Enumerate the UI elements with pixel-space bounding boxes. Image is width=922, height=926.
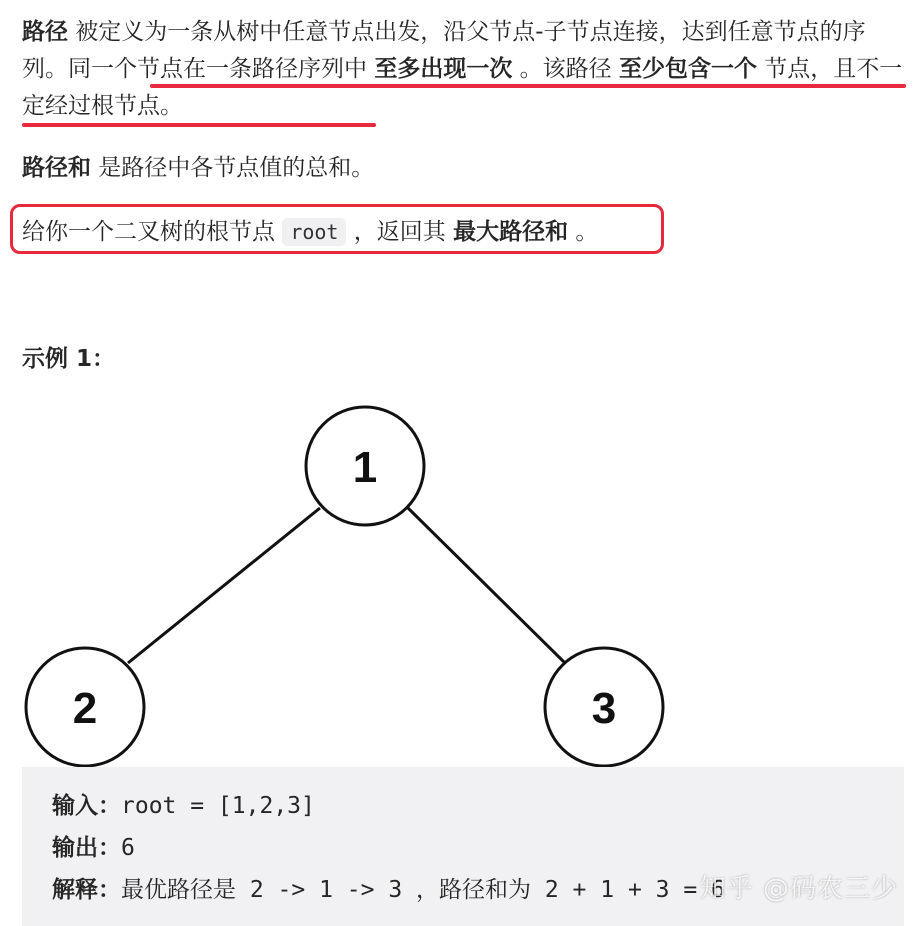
zhihu-watermark: 知乎 @码农三少	[699, 874, 898, 904]
bold-at-least-one: 至少包含一个	[618, 56, 757, 82]
task-text-3: 。	[568, 219, 599, 245]
inline-code-root: root	[282, 218, 346, 246]
input-value: root = [1,2,3]	[121, 793, 315, 819]
task-paragraph	[22, 214, 906, 251]
definition-paragraph	[22, 14, 906, 125]
edge-root-left	[128, 508, 320, 663]
output-value: 6	[121, 835, 135, 861]
task-text-1: 给你一个二叉树的根节点	[22, 219, 283, 245]
example-heading: 示例 1：	[22, 346, 116, 372]
explain-value: 最优路径是 2 -> 1 -> 3 ，路径和为 2 + 1 + 3 = 6	[121, 877, 725, 903]
edge-root-right	[408, 508, 565, 663]
explain-label: 解释：	[52, 877, 121, 903]
red-underline-1	[150, 84, 906, 88]
tree-node-root-label: 1	[352, 443, 378, 492]
output-label: 输出：	[52, 835, 121, 861]
tree-node-right-label: 3	[591, 684, 617, 733]
bold-max-path-sum: 最大路径和	[453, 219, 569, 245]
path-sum-text: 是路径中各节点值的总和。	[91, 155, 375, 181]
input-label: 输入：	[52, 793, 121, 819]
rule-text-2: 。该路径	[512, 56, 619, 82]
example-output-line	[52, 831, 135, 865]
example-explain-line	[52, 873, 725, 907]
tree-node-left-label: 2	[72, 684, 98, 733]
red-underline-2	[22, 123, 376, 127]
term-path-sum: 路径和	[22, 155, 91, 181]
path-sum-paragraph	[22, 150, 906, 187]
tree-node-root	[306, 407, 424, 525]
rule-text-3: 节点，且不一定经过根节点。	[22, 56, 903, 119]
tree-node-right	[545, 648, 663, 766]
term-path: 路径	[22, 19, 68, 45]
bold-at-most-once: 至多出现一次	[374, 56, 513, 82]
highlighted-rule-text: 同一个节点在一条路径序列中	[68, 56, 375, 82]
tree-node-left	[26, 648, 144, 766]
task-text-2: ，返回其	[346, 219, 454, 245]
example-input-line	[52, 789, 315, 823]
binary-tree-diagram	[0, 395, 922, 775]
definition-text: 被定义为一条从树中任意节点出发，沿父节点-子节点连接，达到任意节点的序列。	[22, 19, 866, 82]
